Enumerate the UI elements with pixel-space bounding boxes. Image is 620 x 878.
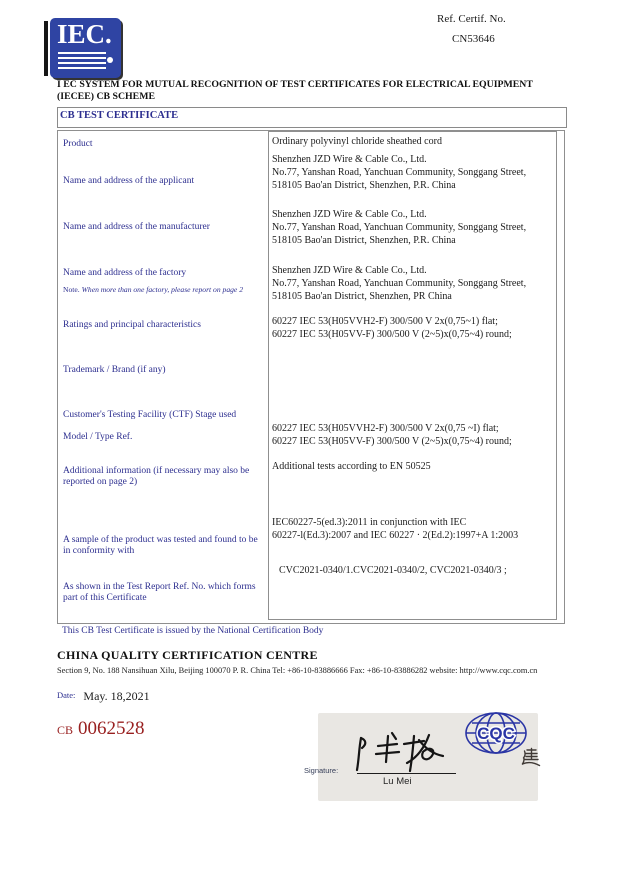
cb-number: 0062528	[78, 718, 145, 739]
row-value-test-report: CVC2021-0340/1.CVC2021-0340/2, CVC2021-0340/3 ;	[279, 565, 507, 576]
handwritten-signature	[348, 731, 456, 775]
iec-logo	[50, 18, 121, 78]
date-label: Date:	[57, 690, 76, 700]
ref-certif-no-label: Ref. Certif. No.	[437, 13, 506, 25]
row-label-test-report: As shown in the Test Report Ref. No. which forms part of this Certificate	[63, 582, 256, 603]
value-column-box	[268, 131, 557, 620]
date-line	[57, 687, 150, 705]
scheme-heading-line1: I EC SYSTEM FOR MUTUAL RECOGNITION OF TEST CERTIFICATES FOR ELECTRICAL EQUIPMENT	[57, 79, 533, 90]
row-label-additional-info: Additional information (if necessary may also be reported on page 2)	[63, 466, 250, 487]
iec-logo-spine	[44, 21, 48, 76]
factory-note: Note. When more than one factory, please report on page 2	[63, 285, 243, 294]
signatory-name: Lu Mei	[383, 776, 412, 787]
iec-logo-lines	[58, 52, 106, 72]
row-label-product: Product	[63, 139, 93, 149]
cqc-logo	[463, 710, 529, 756]
cqc-logo-text: CQC	[477, 724, 515, 743]
row-value-applicant: Shenzhen JZD Wire & Cable Co., Ltd. No.77, Yanshan Road, Yanchuan Community, Songgang Street, 518105 Bao'an District, Shenzhen, P.R. China	[272, 154, 527, 191]
row-value-ratings: 60227 IEC 53(H05VVH2-F) 300/500 V 2x(0,75~1) flat; 60227 IEC 53(H05VV-F) 300/500 V (2~5)x(0,75~4) round;	[272, 316, 512, 340]
row-label-applicant: Name and address of the applicant	[63, 176, 195, 186]
row-label-ratings: Ratings and principal characteristics	[63, 320, 201, 330]
signature-line	[357, 773, 456, 774]
row-label-conformity: A sample of the product was tested and found to be in conformity with	[63, 535, 258, 556]
date-value: May. 18,2021	[83, 689, 150, 703]
row-value-conformity: IEC60227-5(ed.3):2011 in conjunction with IEC 60227-l(Ed.3):2007 and IEC 60227 · 2(Ed.2):1997+A 1:2003	[272, 517, 519, 541]
ref-certif-no-value: CN53646	[452, 33, 495, 45]
iec-logo-dot	[107, 57, 113, 63]
row-label-model: Model / Type Ref.	[63, 432, 133, 442]
row-value-manufacturer: Shenzhen JZD Wire & Cable Co., Ltd. No.77, Yanshan Road, Yanchuan Community, Songgang Street, 518105 Bao'an District, Shenzhen, P.R. China	[272, 209, 527, 246]
scheme-heading	[57, 79, 569, 102]
row-value-model: 60227 IEC 53(H05VVH2-F) 300/500 V 2x(0,75 ~I) flat; 60227 IEC 53(H05VV-F) 300/500 V (2~5)x(0,75~4) round;	[272, 423, 512, 447]
certificate-table	[57, 130, 565, 624]
row-label-factory: Name and address of the factory	[63, 268, 187, 278]
scheme-heading-line2: (IECEE) CB SCHEME	[57, 90, 155, 102]
row-value-product: Ordinary polyvinyl chloride sheathed cord	[272, 136, 442, 147]
row-label-trademark: Trademark / Brand (if any)	[63, 365, 166, 375]
row-label-manufacturer: Name and address of the manufacturer	[63, 222, 210, 232]
issued-by-statement: This CB Test Certificate is issued by the National Certification Body	[62, 626, 324, 636]
certificate-title: CB TEST CERTIFICATE	[57, 107, 567, 128]
row-value-factory: Shenzhen JZD Wire & Cable Co., Ltd. No.77, Yanshan Road, Yanchuan Community, Songgang Street, 518105 Bao'an District, Shenzhen, PR China	[272, 265, 527, 302]
signature-label: Signature:	[304, 766, 339, 775]
cb-certificate-number	[57, 718, 145, 740]
row-label-ctf: Customer's Testing Facility (CTF) Stage used	[63, 410, 237, 420]
iec-logo-text: IEC.	[57, 19, 112, 49]
cb-prefix: CB	[57, 723, 74, 737]
certification-body-address: Section 9, No. 188 Nansihuan Xilu, Beijing 100070 P. R. China Tel: +86-10-83886666 Fax: +86-10-83886282 website: http://www.cqc.com.cn	[57, 666, 538, 675]
stamp-character-jian	[521, 747, 541, 767]
row-value-additional-info: Additional tests according to EN 50525	[272, 461, 431, 472]
certification-body-name: CHINA QUALITY CERTIFICATION CENTRE	[57, 648, 318, 662]
